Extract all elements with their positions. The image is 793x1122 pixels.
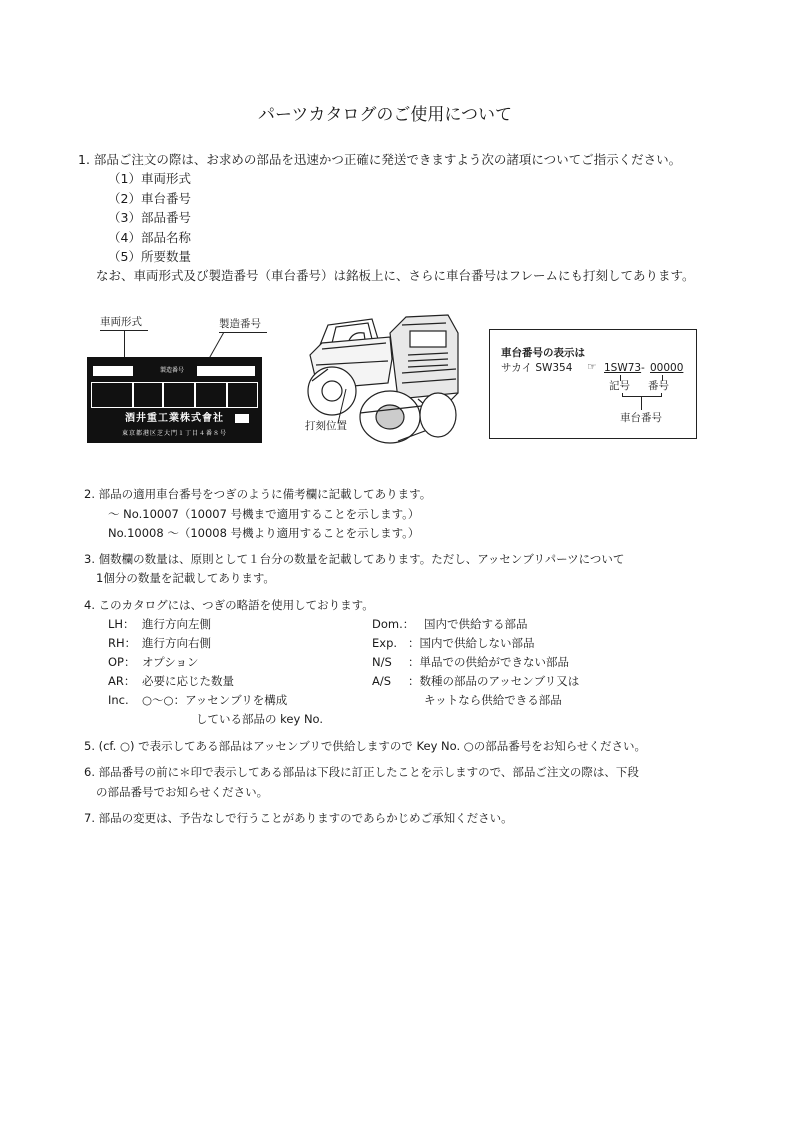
item2-line2: No.10008 ～（10008 号機より適用することを示します。） [108, 526, 420, 540]
abbr-as-desc: ：数種の部品のアッセンブリ又は [408, 674, 580, 688]
item1-list-3: （3）部品番号 [108, 210, 191, 225]
serial-sub-code: 記号 [609, 380, 630, 392]
abbr-as-desc-cont: キットなら供給できる部品 [424, 693, 562, 707]
item1-list-5: （5）所要数量 [108, 249, 191, 264]
abbr-dom: Dom.： [372, 617, 415, 631]
abbr-as: A/S [372, 674, 392, 688]
abbr-lh-desc: 進行方向左側 [142, 617, 211, 631]
item2-heading: 2. 部品の適用車台番号をつぎのように備考欄に記載してあります。 [84, 487, 432, 501]
item2-line1: ～ No.10007（10007 号機まで適用することを示します。） [108, 507, 420, 521]
item7: 7. 部品の変更は、予告なしで行うことがありますのであらかじめご承知ください。 [84, 811, 513, 825]
abbr-op: OP： [108, 655, 136, 669]
item6-line1: 6. 部品番号の前に＊印で表示してある部品は下段に訂正したことを示しますので、部品ご注文の際は、下段 [84, 765, 639, 779]
pointer-icon: ☞ [587, 361, 597, 373]
abbr-rh: RH： [108, 636, 137, 650]
abbr-inc: Inc. [108, 693, 129, 707]
serial-dash: - [641, 362, 645, 374]
item1-list-4: （4）部品名称 [108, 230, 191, 245]
item4-heading: 4. このカタログには、つぎの略語を使用しております。 [84, 598, 374, 612]
abbr-ns-desc: ：単品での供給ができない部品 [408, 655, 569, 669]
bracket-left [622, 393, 623, 397]
item6-line2: の部品番号でお知らせください。 [96, 785, 269, 799]
item1-note: なお、車両形式及び製造番号（車台番号）は銘板上に、さらに車台番号はフレームにも打刻してあります。 [96, 268, 695, 283]
item5: 5. (cf. ○) で表示してある部品はアッセンブリで供給しますので Key No. ○の部品番号をお知らせください。 [84, 739, 646, 753]
abbr-ar: AR： [108, 674, 136, 688]
nameplate-address: 東京都港区芝大門１丁目４番８号 [121, 430, 227, 437]
serial-number: 00000 [650, 362, 684, 374]
serial-box-caption: 車台番号 [620, 412, 662, 424]
abbr-dom-desc: 国内で供給する部品 [424, 617, 528, 631]
abbr-rh-desc: 進行方向右側 [142, 636, 211, 650]
abbr-exp: Exp. [372, 636, 398, 650]
stamp-position-label: 打刻位置 [305, 420, 347, 432]
bracket-stem [641, 396, 642, 410]
serial-box-heading: 車台番号の表示は [501, 347, 585, 359]
item3-line1: 3. 個数欄の数量は、原則として１台分の数量を記載してあります。ただし、アッセンブリパーツについて [84, 552, 625, 566]
bracket-right [661, 393, 662, 397]
bracket-horizontal [622, 396, 662, 397]
item1-intro: 1. 部品ご注文の際は、お求めの部品を迅速かつ正確に発送できますよう次の諸項についてご指示ください。 [78, 152, 682, 167]
abbr-exp-desc: ：国内で供給しない部品 [408, 636, 535, 650]
label-vehicle-model: 車両形式 [100, 316, 142, 328]
nameplate [87, 357, 262, 443]
abbr-inc-desc-cont: している部品の key No. [196, 712, 324, 726]
nameplate-company: 酒井重工業株式會社 [125, 413, 224, 424]
abbr-inc-desc: ○～○：アッセンブリを構成 [142, 693, 288, 707]
page-title: パーツカタログのご使用について [258, 105, 512, 125]
serial-box-model: サカイ SW354 [501, 362, 573, 374]
nameplate-serial-label: 製造番号 [159, 367, 184, 374]
serial-code: 1SW73 [604, 362, 642, 374]
label-serial-number: 製造番号 [219, 318, 261, 330]
abbr-ar-desc: 必要に応じた数量 [142, 674, 234, 688]
item1-list-2: （2）車台番号 [108, 191, 191, 206]
item3-line2: 1個分の数量を記載してあります。 [96, 571, 275, 585]
nameplate-model-slot [93, 366, 133, 376]
item1-list-1: （1）車両形式 [108, 171, 191, 186]
abbr-op-desc: オプション [142, 655, 199, 669]
abbr-lh: LH： [108, 617, 135, 631]
abbr-ns: N/S [372, 655, 392, 669]
serial-sub-number: 番号 [648, 380, 669, 392]
nameplate-serial-slot [197, 366, 255, 376]
